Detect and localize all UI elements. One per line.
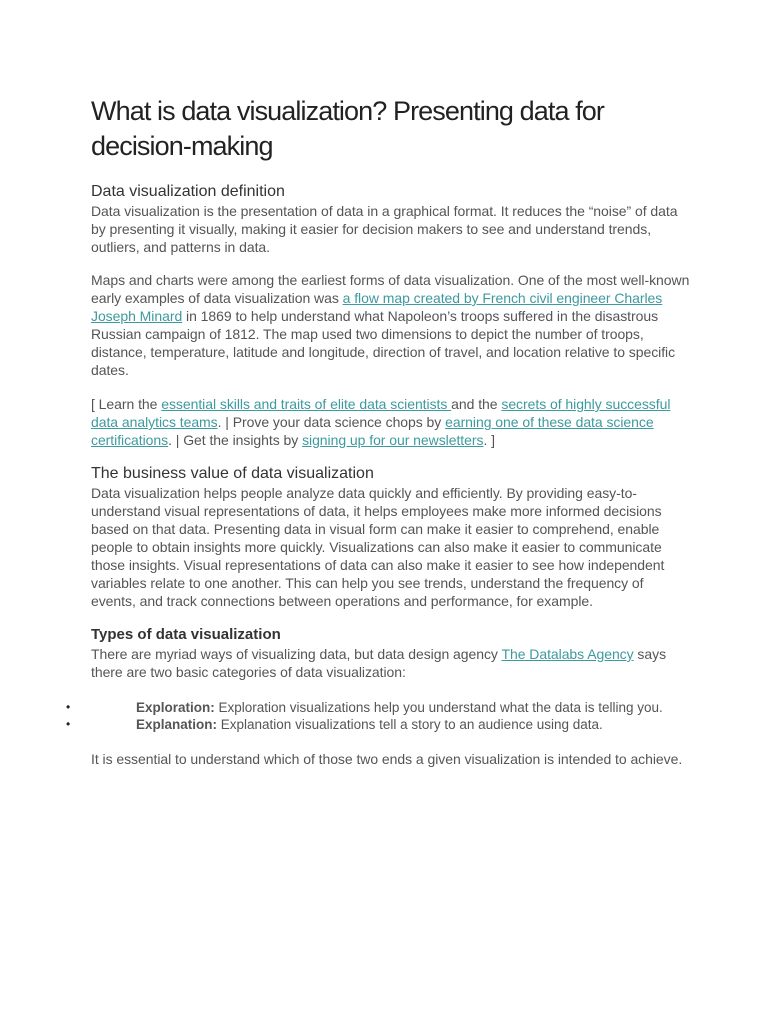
certifications-link[interactable]: earning one of these data science certifications	[91, 414, 654, 448]
promo-text-3: . | Prove your data science chops by	[217, 414, 446, 430]
bullet-text: Explanation visualizations tell a story to an audience using data.	[217, 717, 603, 732]
history-paragraph	[91, 271, 691, 379]
list-item-exploration	[66, 699, 691, 716]
section-heading-types: Types of data visualization	[91, 626, 281, 643]
types-intro-end: says there are two basic categories of data visualization:	[91, 646, 667, 680]
article	[66, 94, 691, 768]
section-heading-definition: Data visualization definition	[91, 183, 285, 200]
promo-text-2: and the	[451, 396, 502, 412]
elite-data-scientists-link[interactable]: essential skills and traits of elite data scientists	[161, 396, 452, 412]
minard-flow-map-link[interactable]: a flow map created by French civil engineer Charles Joseph Minard	[91, 290, 663, 324]
promo-paragraph	[91, 395, 691, 449]
visualization-types-list	[66, 699, 691, 733]
definition-paragraph: Data visualization is the presentation of data in a graphical format. It reduces the “noise” of data by presenting it visually, making it easier for decision makers to see and understand trends, outliers, and patterns in data.	[91, 203, 678, 255]
closing-paragraph: It is essential to understand which of those two ends a given visualization is intended to achieve.	[91, 751, 683, 767]
page-title: What is data visualization? Presenting data for decision-making	[91, 96, 605, 161]
business-value-paragraph: Data visualization helps people analyze data quickly and efficiently. By providing easy-to-understand visual representations of data, it helps employees make more informed decisions based on that data. Presenting data in visual form can make it easier to comprehend, enable people to obtain insights more quickly. Visualizations can also make it easier to communicate those insights. Visual representations of data can also make it easier to see how independent variables relate to one another. This can help you see trends, understand the frequency of events, and track connections between operations and performance, for example.	[91, 485, 665, 609]
bullet-label: Exploration:	[136, 700, 215, 715]
history-text-end: in 1869 to help understand what Napoleon’s troops suffered in the disastrous Russian campaign of 1812. The map used two dimensions to depict the number of troops, distance, temperature, latitude and longitude, direction of travel, and location relative to specific dates.	[91, 308, 676, 378]
bullet-icon: •	[66, 700, 71, 714]
newsletters-link[interactable]: signing up for our newsletters	[302, 432, 484, 448]
promo-text-4: . | Get the insights by	[168, 432, 303, 448]
bullet-text: Exploration visualizations help you understand what the data is telling you.	[214, 700, 663, 715]
types-intro-paragraph	[91, 645, 691, 681]
history-text-start: Maps and charts were among the earliest forms of data visualization. One of the most well-known early examples of data visualization was	[91, 272, 690, 306]
bullet-label: Explanation:	[136, 717, 218, 732]
bullet-icon: •	[66, 717, 71, 731]
section-heading-business-value: The business value of data visualization	[91, 465, 374, 482]
promo-text-5: . ]	[483, 432, 495, 448]
datalabs-agency-link[interactable]: The Datalabs Agency	[501, 646, 634, 662]
types-intro-start: There are myriad ways of visualizing data, but data design agency	[91, 646, 502, 662]
data-analytics-teams-link[interactable]: secrets of highly successful data analytics teams	[91, 396, 671, 430]
list-item-explanation	[66, 716, 691, 733]
promo-text-1: [ Learn the	[91, 396, 162, 412]
